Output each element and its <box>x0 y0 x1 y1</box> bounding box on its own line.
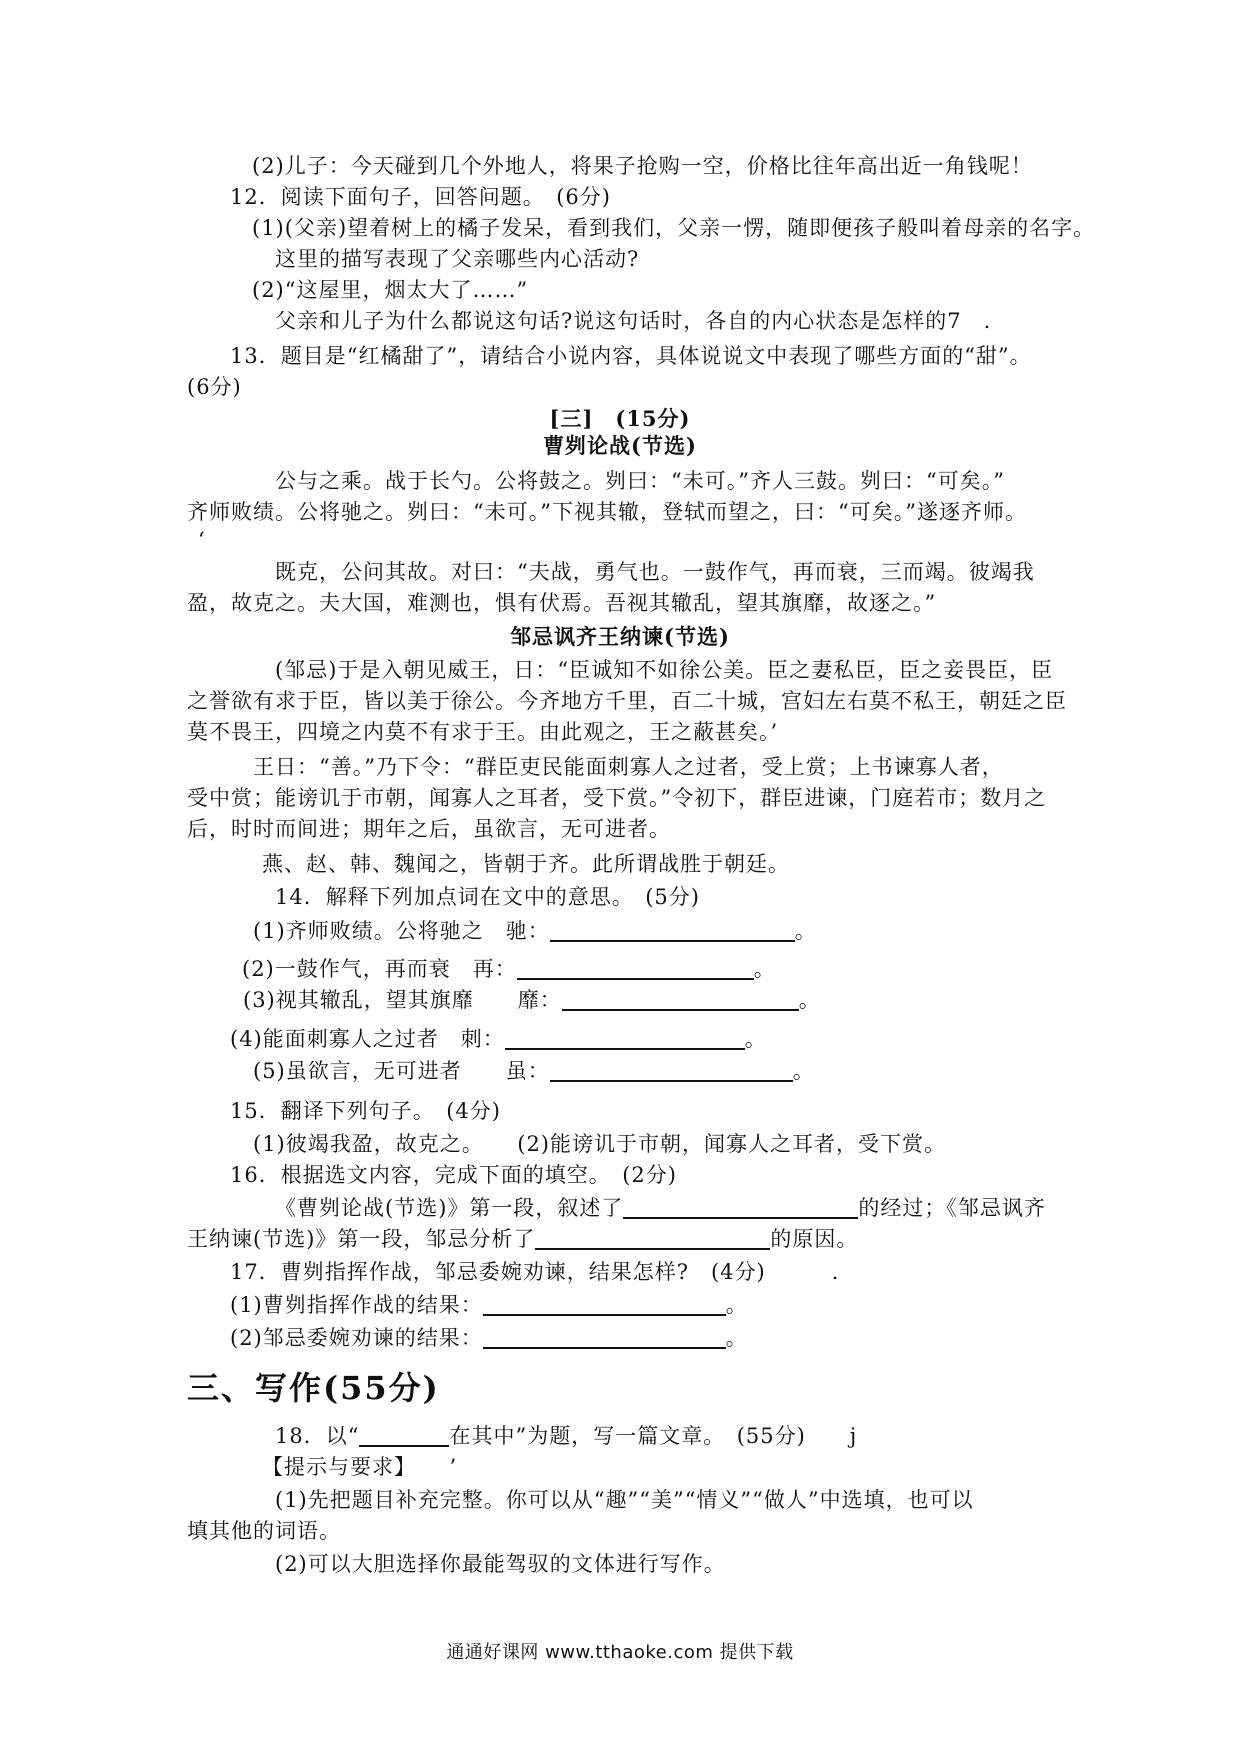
answer-blank[interactable] <box>535 1228 770 1250</box>
question-14-3 <box>243 986 821 1014</box>
tip-text: (2)可以大胆选择你最能驾驭的文体进行写作。 <box>275 1552 726 1576</box>
prompt-text: 的经过；《邹忌讽齐 <box>858 1196 1046 1220</box>
text-line: (6分) <box>187 375 242 399</box>
passage-text: 王日：“善。”乃下令：“群臣吏民能面刺寡人之过者，受上赏；上书谏寡人者， <box>253 755 1004 779</box>
text-line: 父亲和儿子为什么都说这句话?说这句话时，各自的内心状态是怎样的7 . <box>275 309 992 333</box>
question-14-2 <box>242 955 776 983</box>
prompt-text: 在其中”为题，写一篇文章。 (55分) j <box>449 1424 858 1448</box>
passage-text: 盈，故克之。夫大国，难测也，惧有伏焉。吾视其辙乱，望其旗靡，故逐之。” <box>187 591 937 615</box>
question-16-line-1 <box>275 1194 1046 1222</box>
passage-text: 莫不畏王，四境之内莫不有求于王。由此观之，王之蔽甚矣。’ <box>187 720 779 744</box>
period-text: 。 <box>798 988 821 1012</box>
answer-blank[interactable] <box>562 989 799 1011</box>
period-text: 。 <box>753 957 776 981</box>
answer-blank[interactable] <box>505 1028 745 1050</box>
passage-title-zouji: 邹忌讽齐王纳谏(节选) <box>510 624 730 649</box>
passage-text: 公与之乘。战于长勺。公将鼓之。刿曰：“未可。”齐人三鼓。刿曰：“可矣。” <box>275 469 1005 493</box>
question-16: 16．根据选文内容，完成下面的填空。 (2分) <box>230 1163 677 1187</box>
text-line: 这里的描写表现了父亲哪些内心活动? <box>275 247 640 271</box>
section-heading-writing: 三、写作(55分) <box>187 1369 440 1407</box>
question-16-line-2 <box>187 1225 858 1253</box>
prompt-text: (4)能面刺寡人之过者 刺： <box>230 1027 505 1051</box>
question-14-5 <box>253 1057 815 1085</box>
passage-text: 既克，公问其故。对曰：“夫战，勇气也。一鼓作气，再而衰，三而竭。彼竭我 <box>275 560 1035 584</box>
passage-text: (邹忌)于是入朝见威王，日：“臣诚知不如徐公美。臣之妻私臣，臣之妾畏臣，臣 <box>275 658 1054 682</box>
question-15: 15．翻译下列句子。 (4分) <box>230 1099 501 1123</box>
question-12: 12．阅读下面句子，回答问题。 (6分) <box>230 185 611 209</box>
prompt-text: (2)邹忌委婉劝谏的结果： <box>230 1326 483 1350</box>
prompt-text: 18．以“ <box>275 1424 360 1448</box>
question-17-1 <box>230 1291 748 1319</box>
period-text: 。 <box>794 919 817 943</box>
prompt-text: (3)视其辙乱，望其旗靡 靡： <box>243 988 562 1012</box>
question-14-1 <box>253 917 817 945</box>
period-text: 。 <box>725 1293 748 1317</box>
prompt-text: (1)曹刿指挥作战的结果： <box>230 1293 483 1317</box>
answer-blank[interactable] <box>483 1294 726 1316</box>
answer-blank[interactable] <box>550 1060 793 1082</box>
question-17: 17．曹刿指挥作战，邹忌委婉劝谏，结果怎样? (4分) . <box>230 1260 840 1284</box>
passage-text: 燕、赵、韩、魏闻之，皆朝于齐。此所谓战胜于朝廷。 <box>262 852 790 876</box>
passage-title-caogui: 曹刿论战(节选) <box>543 433 697 458</box>
passage-text: 之誉欲有求于臣，皆以美于徐公。今齐地方千里，百二十城，宫妇左右莫不私王，朝廷之臣 <box>187 689 1067 713</box>
prompt-text: 的原因。 <box>770 1227 859 1251</box>
passage-mark: ‘ <box>198 528 206 552</box>
question-14-4 <box>230 1025 767 1053</box>
question-13: 13．题目是“红橘甜了”，请结合小说内容，具体说说文中表现了哪些方面的“甜”。 <box>230 344 1032 368</box>
question-14: 14．解释下列加点词在文中的意思。 (5分) <box>275 885 700 909</box>
text-line: (2)儿子：今天碰到几个外地人，将果子抢购一空，价格比往年高出近一角钱呢！ <box>252 154 1033 178</box>
question-18 <box>275 1422 857 1450</box>
answer-blank[interactable] <box>517 958 754 980</box>
prompt-text: (5)虽欲言，无可进者 虽： <box>253 1059 550 1083</box>
title-blank[interactable] <box>359 1425 449 1447</box>
answer-blank[interactable] <box>623 1197 858 1219</box>
passage-text: 受中赏；能谤讥于市朝，闻寡人之耳者，受下赏。”令初下，群臣进谏，门庭若市；数月之 <box>187 786 1047 810</box>
passage-text: 后，时时而间进；期年之后，虽欲言，无可进者。 <box>187 817 671 841</box>
period-text: 。 <box>725 1326 748 1350</box>
period-text: 。 <box>744 1027 767 1051</box>
answer-blank[interactable] <box>550 920 795 942</box>
prompt-text: 王纳谏(节选)》第一段，邹忌分析了 <box>187 1227 536 1251</box>
text-line: (1)(父亲)望着树上的橘子发呆，看到我们，父亲一愣，随即便孩子般叫着母亲的名字。 <box>252 216 1096 240</box>
tips-heading: 【提示与要求】 ’ <box>262 1455 458 1479</box>
passage-text: 齐师败绩。公将驰之。刿曰：“未可。”下视其辙，登轼而望之，曰：“可矣。”遂逐齐师。 <box>187 500 1027 524</box>
page-footer: 通通好课网 www.tthaoke.com 提供下载 <box>446 1642 794 1663</box>
question-17-2 <box>230 1324 748 1352</box>
prompt-text: (1)齐师败绩。公将驰之 驰： <box>253 919 550 943</box>
section-heading: [三] (15分) <box>549 406 691 431</box>
text-line: (2)“这屋里，烟太大了……” <box>252 278 529 302</box>
tip-text: 填其他的词语。 <box>187 1519 341 1543</box>
answer-blank[interactable] <box>483 1327 726 1349</box>
prompt-text: 《曹刿论战(节选)》第一段，叙述了 <box>275 1196 624 1220</box>
prompt-text: (2)一鼓作气，再而衰 再： <box>242 957 517 981</box>
question-15-items: (1)彼竭我盈，故克之。 (2)能谤讥于市朝，闻寡人之耳者，受下赏。 <box>253 1132 946 1156</box>
period-text: 。 <box>792 1059 815 1083</box>
tip-text: (1)先把题目补充完整。你可以从“趣”“美”“情义”“做人”中选填，也可以 <box>275 1488 974 1512</box>
